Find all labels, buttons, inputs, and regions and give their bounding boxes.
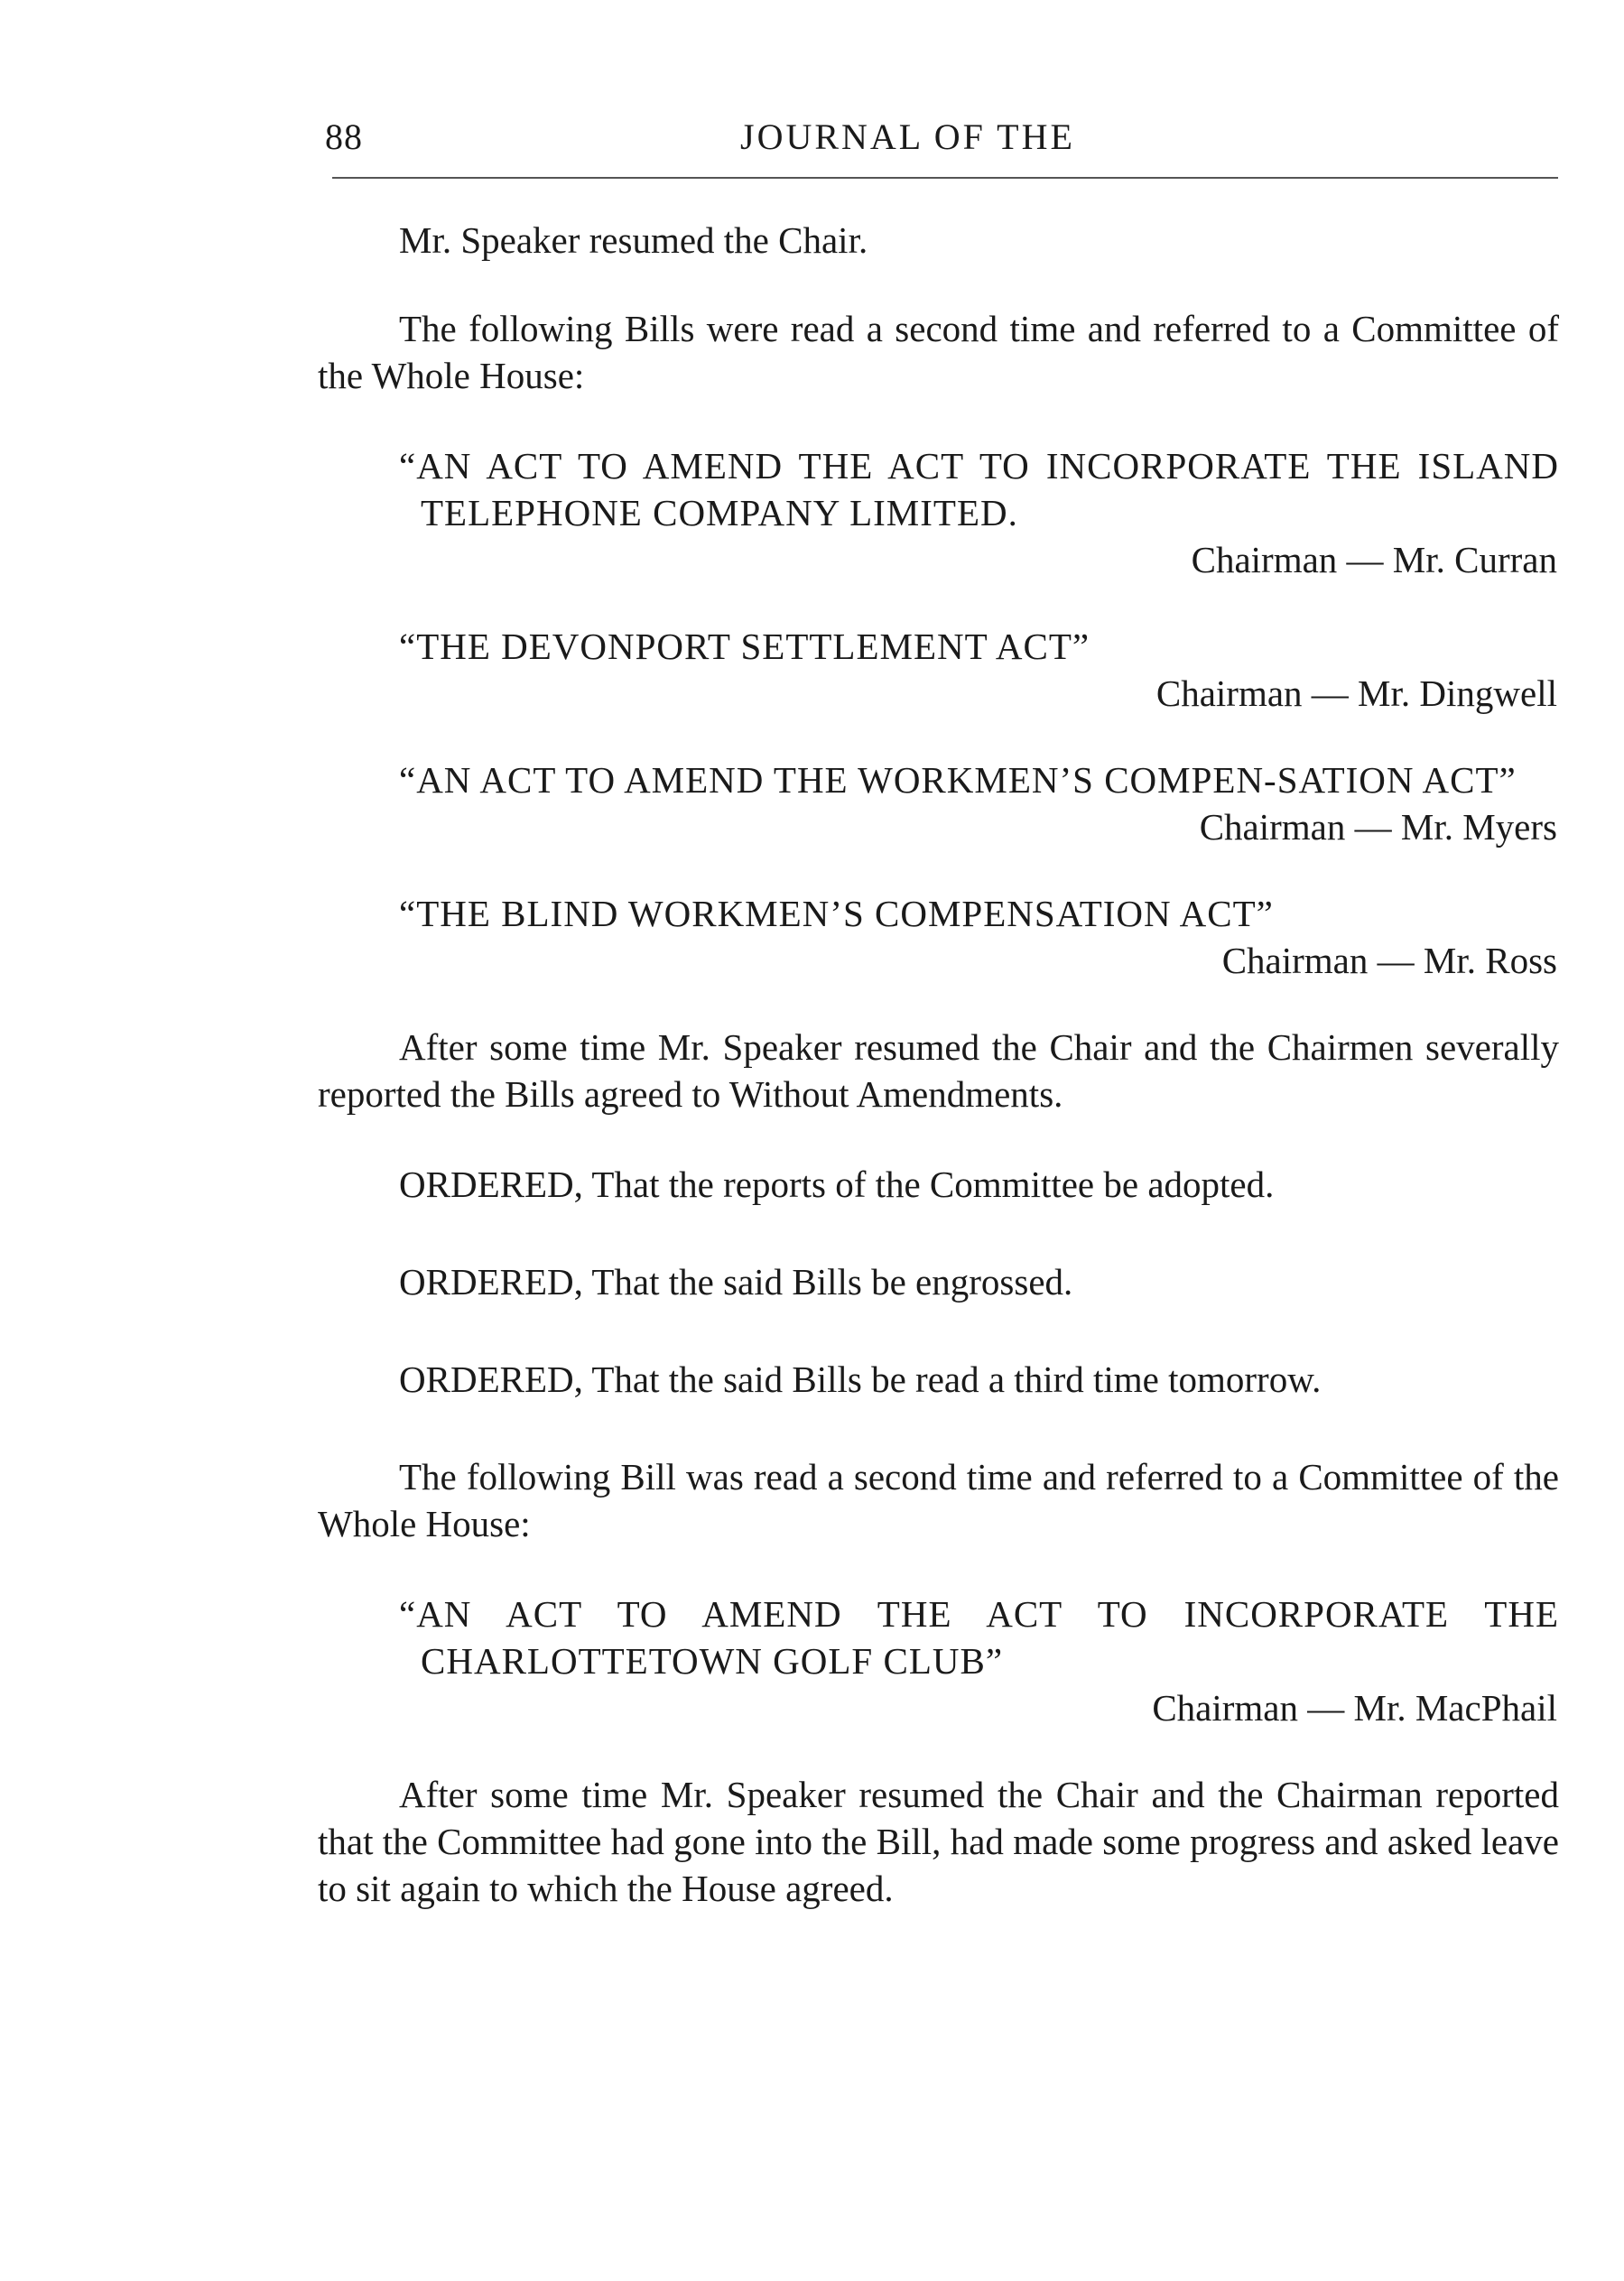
running-head [325, 116, 1562, 161]
paragraph-bill-referred: The following Bill was read a second time and referred to a Committee of the Whole House: [318, 1456, 1559, 1544]
bill-title: “AN ACT TO AMEND THE ACT TO INCORPORATE THE ISLAND TELEPHONE COMPANY LIMITED. [399, 445, 1559, 533]
bill-entry [318, 890, 1559, 984]
bill-title: “THE DEVONPORT SETTLEMENT ACT” [399, 626, 1090, 667]
bill-chairman: Chairman — Mr. Myers [1199, 806, 1557, 848]
bill-entry [318, 756, 1559, 850]
page-number: 88 [325, 116, 363, 157]
bill-entry [318, 442, 1559, 583]
bill-title: “AN ACT TO AMEND THE ACT TO INCORPORATE THE CHARLOTTETOWN GOLF CLUB” [399, 1593, 1559, 1682]
paragraph-bills-referred: The following Bills were read a second time and referred to a Committee of the Whole House: [318, 308, 1559, 396]
bill-entry [318, 1590, 1559, 1731]
paragraph-chairmen-reported: After some time Mr. Speaker resumed the Chair and the Chairmen severally reported the Bills agreed to Without Amendments. [318, 1026, 1559, 1115]
paragraph-speaker-resumed: Mr. Speaker resumed the Chair. [399, 219, 868, 261]
bill-chairman: Chairman — Mr. Ross [1221, 940, 1557, 981]
journal-title: JOURNAL OF THE [740, 116, 1075, 157]
bill-chairman: Chairman — Mr. Curran [1191, 539, 1557, 580]
paragraph-progress-reported: After some time Mr. Speaker resumed the Chair and the Chairman reported that the Committee had gone into the Bill, had made some progress and asked leave to sit again to which the House agreed. [318, 1774, 1559, 1909]
ordered-reports-adopted: ORDERED, That the reports of the Committee be adopted. [399, 1164, 1275, 1205]
header-rule [332, 177, 1558, 179]
ordered-third-reading: ORDERED, That the said Bills be read a third time tomorrow. [399, 1358, 1322, 1400]
bill-title: “THE BLIND WORKMEN’S COMPENSATION ACT” [399, 893, 1274, 934]
bill-chairman: Chairman — Mr. Dingwell [1155, 672, 1557, 714]
bill-entry [318, 623, 1559, 717]
journal-body [318, 217, 1559, 1955]
bill-chairman: Chairman — Mr. MacPhail [1152, 1687, 1557, 1729]
ordered-bills-engrossed: ORDERED, That the said Bills be engrossed. [399, 1261, 1073, 1303]
bill-title: “AN ACT TO AMEND THE WORKMEN’S COMPEN-SATION ACT” [399, 759, 1517, 801]
